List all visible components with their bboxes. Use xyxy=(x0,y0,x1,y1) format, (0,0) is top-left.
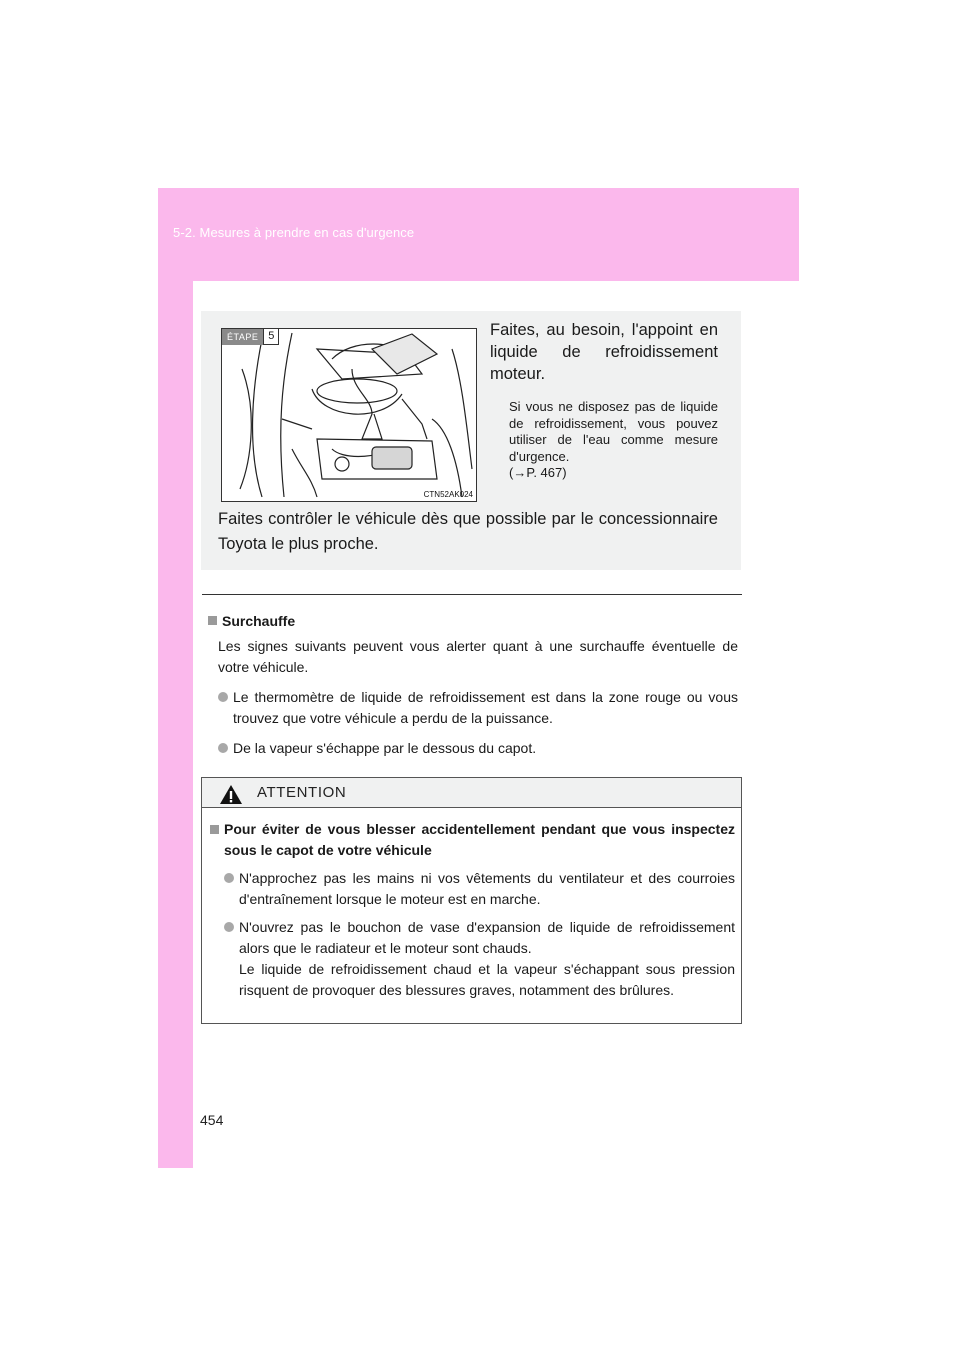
engine-coolant-drawing xyxy=(222,329,476,501)
overheat-section xyxy=(208,611,738,759)
step-note xyxy=(509,399,718,482)
square-bullet-icon xyxy=(210,825,219,834)
round-bullet-icon xyxy=(224,873,234,883)
warning-heading-text: Pour éviter de vous blesser accidentellement pendant que vous inspectez sous le capot de votre véhicule xyxy=(224,821,735,858)
warning-body xyxy=(210,819,735,1001)
side-band xyxy=(158,281,193,1168)
square-bullet-icon xyxy=(208,616,217,625)
list-item-extra: Le liquide de refroidissement chaud et la vapeur s'échappant sous pression risquent de provoquer des blessures graves, notamment des brûlures. xyxy=(239,961,735,998)
step-note-text: Si vous ne disposez pas de liquide de refroidissement, vous pouvez utiliser de l'eau comme mesure d'urgence. xyxy=(509,399,718,464)
list-item-text: Le thermomètre de liquide de refroidissement est dans la zone rouge ou vous trouvez que votre véhicule a perdu de la puissance. xyxy=(233,689,738,726)
round-bullet-icon xyxy=(218,692,228,702)
overheat-title-text: Surchauffe xyxy=(222,613,296,629)
list-item xyxy=(224,917,735,1001)
step-label: ÉTAPE xyxy=(222,329,263,345)
overheat-intro: Les signes suivants peuvent vous alerter quant à une surchauffe éventuelle de votre véhicule. xyxy=(218,638,738,675)
section-header: 5-2. Mesures à prendre en cas d'urgence xyxy=(173,225,415,240)
coolant-illustration xyxy=(221,328,477,502)
divider xyxy=(202,594,742,595)
list-item xyxy=(218,738,738,759)
list-item-main: N'ouvrez pas le bouchon de vase d'expansion de liquide de refroidissement alors que le radiateur et le moteur sont chauds. xyxy=(239,919,735,956)
warning-triangle-icon xyxy=(219,784,243,805)
round-bullet-icon xyxy=(224,922,234,932)
warning-box xyxy=(201,777,742,1024)
list-item-text: N'approchez pas les mains ni vos vêtements du ventilateur et des courroies d'entraînement lorsque le moteur est en marche. xyxy=(239,870,735,907)
overheat-title xyxy=(208,611,738,632)
warning-header xyxy=(202,778,741,808)
step-number: 5 xyxy=(263,329,279,345)
step-box xyxy=(201,311,741,570)
page-reference-link[interactable]: (→P. 467) xyxy=(509,465,567,480)
warning-title: ATTENTION xyxy=(257,784,347,801)
warning-heading xyxy=(210,819,735,861)
step-instruction: Faites, au besoin, l'appoint en liquide de refroidissement moteur. xyxy=(490,321,718,383)
round-bullet-icon xyxy=(218,743,228,753)
list-item xyxy=(218,687,738,729)
list-item xyxy=(224,868,735,910)
image-code: CTN52AK024 xyxy=(423,490,473,499)
list-item-text: De la vapeur s'échappe par le dessous du capot. xyxy=(233,740,537,756)
step-followup: Faites contrôler le véhicule dès que possible par le concessionnaire Toyota le plus proche. xyxy=(218,510,718,553)
step-badge xyxy=(222,329,279,345)
list-item-text xyxy=(239,917,735,1001)
page-number: 454 xyxy=(200,1112,224,1128)
